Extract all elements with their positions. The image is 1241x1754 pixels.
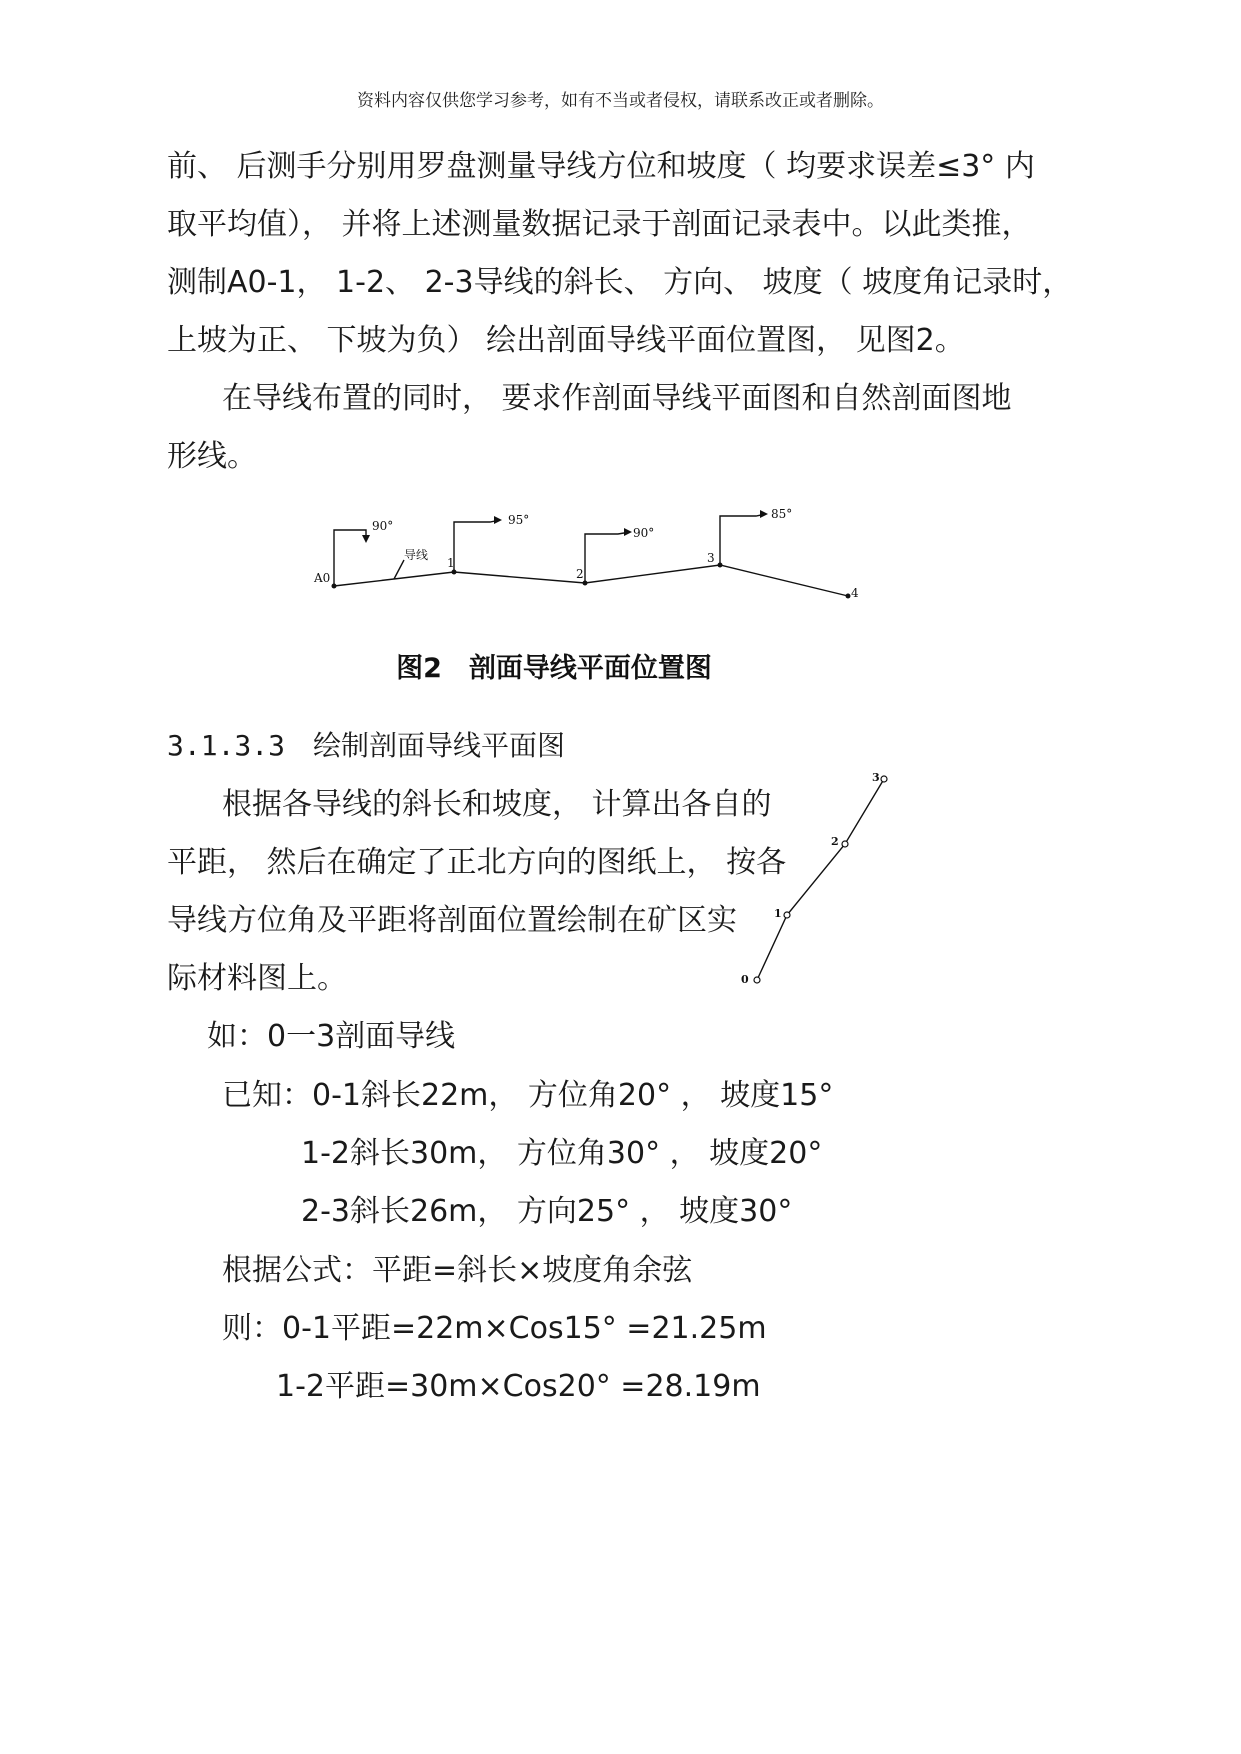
paragraph-line: 根据各导线的斜长和坡度， 计算出各自的 [222, 787, 772, 822]
bearing-marker [720, 514, 766, 565]
page-header-notice: 资料内容仅供您学习参考，如有不当或者侵权，请联系改正或者删除。 [357, 91, 884, 111]
arrowhead-icon [760, 510, 768, 518]
plan-point-label: 0 [741, 973, 749, 986]
station-point [583, 581, 588, 586]
section-heading: 3.1.3.3 绘制剖面导线平面图 [167, 729, 566, 762]
paragraph-line: 形线。 [167, 439, 257, 474]
paragraph-line: 在导线布置的同时， 要求作剖面导线平面图和自然剖面图地 [222, 381, 1012, 416]
arrowhead-icon [624, 528, 632, 536]
example-known: 已知：0-1斜长22m， 方位角20° ， 坡度15° [222, 1078, 834, 1113]
traverse-figure [300, 500, 880, 620]
station-point [332, 584, 337, 589]
bearing-marker [454, 520, 500, 572]
station-label: 1 [447, 556, 455, 570]
station-point [452, 570, 457, 575]
example-result: 则：0-1平距=22m×Cos15° =21.25m [222, 1311, 767, 1346]
plan-point-label: 2 [831, 835, 839, 848]
paragraph-line: 上坡为正、 下坡为负） 绘出剖面导线平面位置图， 见图2。 [167, 323, 965, 358]
paragraph-line: 际材料图上。 [167, 961, 347, 996]
plan-point-label: 3 [872, 771, 880, 784]
line-label-leader [394, 560, 404, 579]
station-label: A0 [314, 571, 331, 585]
traverse-line [334, 565, 848, 596]
station-point [846, 594, 851, 599]
bearing-marker [334, 530, 366, 586]
bearing-label: 90° [633, 526, 655, 540]
bearing-label: 95° [508, 513, 530, 527]
line-label: 导线 [404, 548, 429, 562]
plan-point [784, 912, 790, 918]
plan-point [881, 776, 887, 782]
bearing-label: 90° [372, 519, 394, 533]
example-intro: 如：0一3剖面导线 [207, 1019, 456, 1054]
example-known: 1-2斜长30m， 方位角30° ， 坡度20° [301, 1136, 823, 1171]
plan-traverse-line [757, 779, 884, 980]
example-known: 2-3斜长26m， 方向25° ， 坡度30° [301, 1194, 793, 1229]
station-point [718, 563, 723, 568]
bearing-label: 85° [771, 507, 793, 521]
bearing-marker [585, 532, 630, 583]
example-result: 1-2平距=30m×Cos20° =28.19m [276, 1369, 761, 1404]
plan-point [754, 977, 760, 983]
arrowhead-icon [494, 516, 502, 524]
plan-point [842, 841, 848, 847]
plan-point-label: 1 [774, 907, 782, 920]
arrowhead-icon [362, 535, 370, 543]
station-label: 2 [576, 567, 584, 581]
paragraph-line: 测制A0-1， 1-2、 2-3导线的斜长、 方向、 坡度（ 坡度角记录时， [167, 265, 1073, 300]
paragraph-line: 前、 后测手分别用罗盘测量导线方位和坡度（ 均要求误差≤3° 内 [167, 149, 1035, 184]
paragraph-line: 平距， 然后在确定了正北方向的图纸上， 按各 [167, 845, 787, 880]
example-formula: 根据公式：平距=斜长×坡度角余弦 [222, 1253, 693, 1288]
paragraph-line: 取平均值）， 并将上述测量数据记录于剖面记录表中。以此类推， [167, 207, 1032, 242]
paragraph-line: 导线方位角及平距将剖面位置绘制在矿区实 [167, 903, 737, 938]
station-label: 3 [707, 551, 715, 565]
plan-figure [730, 765, 900, 995]
figure-caption: 图2 剖面导线平面位置图 [396, 653, 712, 684]
station-label: 4 [851, 586, 859, 600]
